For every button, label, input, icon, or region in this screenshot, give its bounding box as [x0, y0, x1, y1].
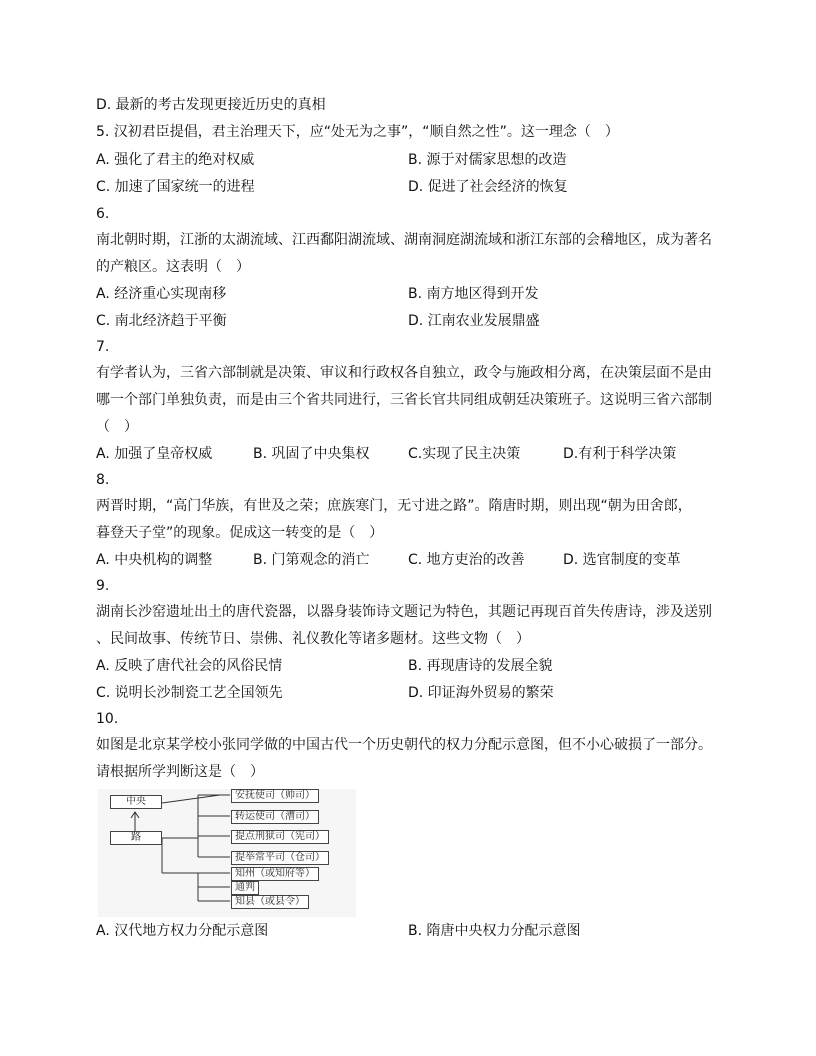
q9-option-a: A. 反映了唐代社会的风俗民情 — [96, 658, 283, 674]
q5-option-a: A. 强化了君主的绝对权威 — [96, 152, 255, 168]
q6-options-row2 — [96, 311, 540, 331]
q5-option-d: D. 促进了社会经济的恢复 — [408, 179, 568, 195]
q7-option-b: B. 巩固了中央集权 — [253, 446, 370, 462]
q9-option-d: D. 印证海外贸易的繁荣 — [408, 685, 554, 701]
q5-option-c: C. 加速了国家统一的进程 — [96, 179, 255, 195]
q6-stem-line1: 南北朝时期，江浙的太湖流域、江西鄱阳湖流域、湖南洞庭湖流域和浙江东部的会稽地区，成为著名 — [96, 232, 712, 248]
q10-stem-line2: 请根据所学判断这是（ ） — [96, 764, 264, 780]
central-box: 中央 — [110, 795, 162, 809]
q9-options-row1 — [96, 656, 553, 676]
q9-option-b: B. 再现唐诗的发展全貌 — [408, 658, 553, 674]
zhixian-box: 知县（或县令） — [231, 895, 309, 909]
q8-option-b: B. 门第观念的消亡 — [253, 552, 370, 568]
q6-stem-line2: 的产粮区。这表明（ ） — [96, 259, 250, 275]
q10-option-a: A. 汉代地方权力分配示意图 — [96, 923, 269, 939]
q8-option-a: A. 中央机构的调整 — [96, 552, 213, 568]
q6-options-row1 — [96, 284, 539, 304]
q5-options-row1 — [96, 150, 567, 170]
zhuanyunshi-box: 转运使司（漕司） — [231, 810, 319, 824]
q9-stem-line1: 湖南长沙窑遗址出土的唐代瓷器，以器身装饰诗文题记为特色，其题记再现百首失传唐诗，涉及送别 — [96, 604, 712, 620]
anfushi-box: 安抚使司（帅司） — [231, 789, 319, 803]
tongpan-box: 通判 — [231, 881, 259, 895]
q6-option-d: D. 江南农业发展鼎盛 — [408, 313, 540, 329]
q8-option-c: C. 地方吏治的改善 — [408, 552, 525, 568]
q6-option-b: B. 南方地区得到开发 — [408, 286, 539, 302]
q7-option-d: D.有利于科学决策 — [563, 446, 677, 462]
q7-option-a: A. 加强了皇帝权威 — [96, 446, 213, 462]
q5-options-row2 — [96, 177, 568, 197]
q5-option-b: B. 源于对儒家思想的改造 — [408, 152, 567, 168]
lu-box: 路 — [110, 831, 162, 845]
q7-number: 7. — [96, 339, 110, 355]
q9-option-c: C. 说明长沙制瓷工艺全国领先 — [96, 685, 283, 701]
q10-option-b: B. 隋唐中央权力分配示意图 — [408, 923, 581, 939]
tijuchangping-box: 提举常平司（仓司） — [231, 851, 329, 865]
q4-option-d: D. 最新的考古发现更接近历史的真相 — [96, 97, 326, 113]
q10-options-row — [96, 921, 581, 941]
q6-option-c: C. 南北经济趋于平衡 — [96, 313, 227, 329]
q5-stem: 5. 汉初君臣提倡，君主治理天下，应“处无为之事”，“顺自然之性”。这一理念（ ） — [96, 124, 619, 140]
q7-stem-line3: （ ） — [96, 419, 138, 435]
q7-option-c: C.实现了民主决策 — [408, 446, 521, 462]
q8-number: 8. — [96, 472, 110, 488]
q9-stem-line2: 、民间故事、传统节日、崇佛、礼仪教化等诸多题材。这些文物（ ） — [96, 631, 530, 647]
q7-stem-line2: 哪一个部门单独负责，而是由三个省共同进行，三省长官共同组成朝廷决策班子。这说明三省六部制 — [96, 392, 712, 408]
q6-option-a: A. 经济重心实现南移 — [96, 286, 227, 302]
q9-options-row2 — [96, 683, 554, 703]
q10-stem-line1: 如图是北京某学校小张同学做的中国古代一个历史朝代的权力分配示意图，但不小心破损了一部分。 — [96, 737, 712, 753]
q8-stem-line1: 两晋时期，“高门华族，有世及之荣；庶族寒门，无寸进之路”。隋唐时期，则出现“朝为田舍郎， — [96, 498, 692, 514]
q8-option-d: D. 选官制度的变革 — [563, 552, 681, 568]
q9-number: 9. — [96, 578, 110, 594]
q7-stem-line1: 有学者认为，三省六部制就是决策、审议和行政权各自独立，政令与施政相分离，在决策层面不是由 — [96, 365, 712, 381]
tidianxingyu-box: 提点刑狱司（宪司） — [231, 830, 329, 844]
q6-number: 6. — [96, 206, 110, 222]
q8-stem-line2: 暮登天子堂”的现象。促成这一转变的是（ ） — [96, 525, 384, 541]
power-distribution-diagram — [98, 789, 356, 917]
zhizhou-box: 知州（或知府等） — [231, 867, 319, 881]
q10-number: 10. — [96, 711, 119, 727]
